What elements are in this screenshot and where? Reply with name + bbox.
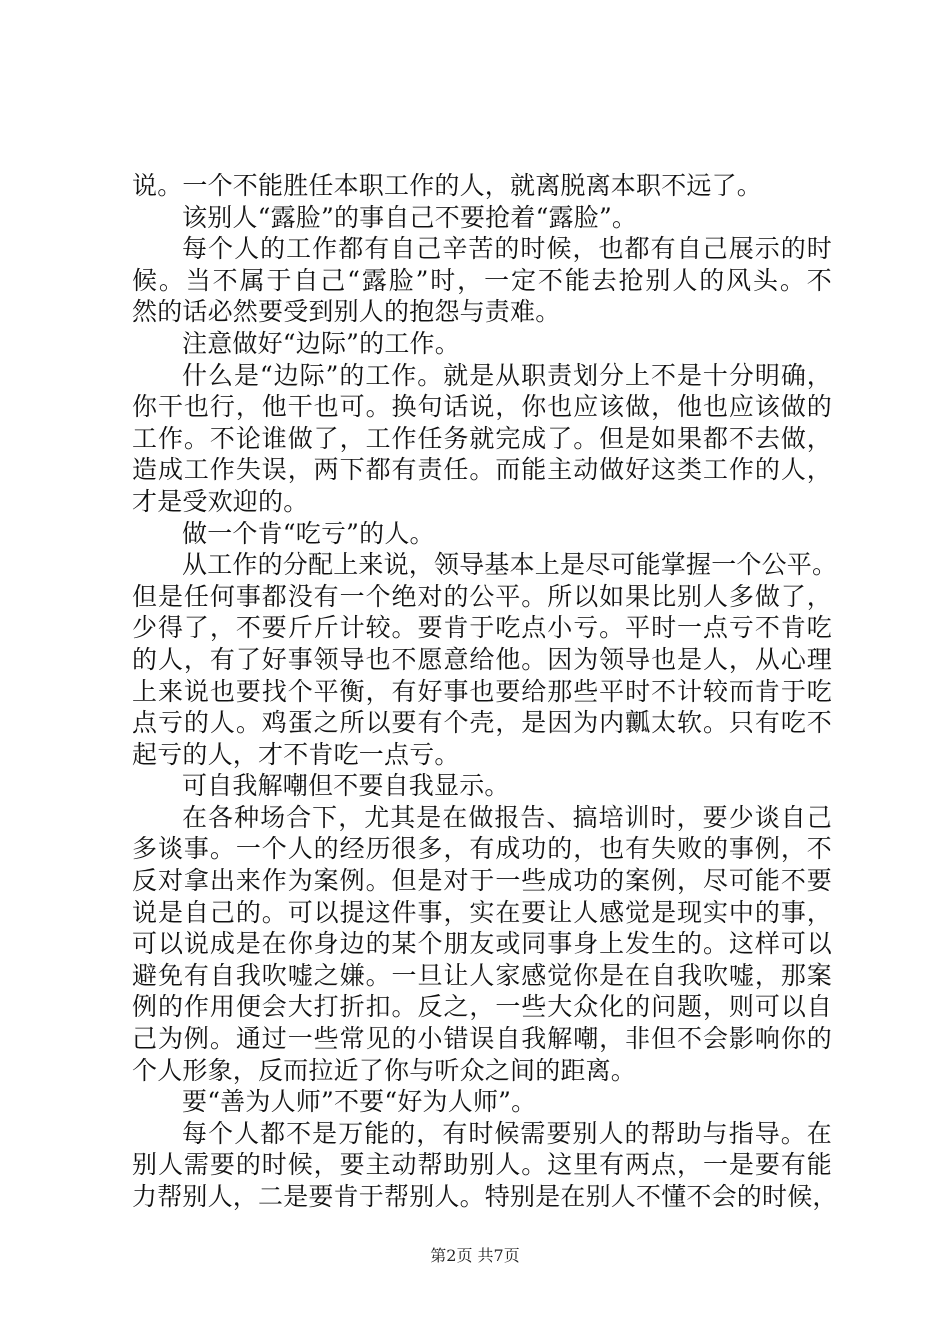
text-line: 起亏的人，才不肯吃一点亏。: [132, 739, 460, 769]
text-line: 别人需要的时候，要主动帮助别人。这里有两点，一是要有能: [132, 1150, 832, 1180]
text-line: 每个人都不是万能的，有时候需要别人的帮助与指导。在: [182, 1118, 832, 1148]
page-footer: [0, 1246, 950, 1266]
document-body: [132, 170, 838, 1213]
text-line: 避免有自我吹嘘之嫌。一旦让人家感觉你是在自我吹嘘，那案: [132, 960, 832, 990]
text-line: 你干也行，他干也可。换句话说，你也应该做，他也应该做的: [132, 392, 832, 422]
text-line: 的人，有了好事领导也不愿意给他。因为领导也是人，从心理: [132, 644, 832, 674]
text-line: 才是受欢迎的。: [132, 486, 309, 516]
text-line: 工作。不论谁做了，工作任务就完成了。但是如果都不去做，: [132, 423, 832, 453]
text-line: 多谈事。一个人的经历很多，有成功的，也有失败的事例，不: [132, 834, 832, 864]
section-heading: 注意做好“边际”的工作。: [182, 328, 460, 358]
section-heading: 可自我解嘲但不要自我显示。: [182, 771, 510, 801]
text-line: 然的话必然要受到别人的抱怨与责难。: [132, 297, 561, 327]
section-heading: 要“善为人师”不要“好为人师”。: [182, 1087, 537, 1117]
text-line: 每个人的工作都有自己辛苦的时候，也都有自己展示的时: [182, 234, 832, 264]
text-line: 力帮别人，二是要肯于帮别人。特别是在别人不懂不会的时候，: [132, 1182, 838, 1211]
text-line: 但是任何事都没有一个绝对的公平。所以如果比别人多做了，: [132, 581, 832, 611]
text-line: 说是自己的。可以提这件事，实在要让人感觉是现实中的事，: [132, 897, 832, 927]
text-line: 说。一个不能胜任本职工作的人，就离脱离本职不远了。: [132, 171, 763, 200]
text-line: 个人形象，反而拉近了你与听众之间的距离。: [132, 1055, 637, 1085]
text-line: 己为例。通过一些常见的小错误自我解嘲，非但不会影响你的: [132, 1024, 832, 1054]
text-line: 上来说也要找个平衡，有好事也要给那些平时不计较而肯于吃: [132, 676, 832, 706]
text-line: 造成工作失误，两下都有责任。而能主动做好这类工作的人，: [132, 455, 832, 485]
text-line: 什么是“边际”的工作。就是从职责划分上不是十分明确，: [182, 360, 832, 390]
page-number: 第2页 共7页: [430, 1246, 520, 1265]
section-heading: 该别人“露脸”的事自己不要抢着“露脸”。: [182, 202, 638, 232]
text-line: 反对拿出来作为案例。但是对于一些成功的案例，尽可能不要: [132, 866, 832, 896]
text-line: 例的作用便会大打折扣。反之，一些大众化的问题，则可以自: [132, 992, 832, 1022]
text-line: 从工作的分配上来说，领导基本上是尽可能掌握一个公平。: [182, 550, 838, 580]
text-line: 少得了，不要斤斤计较。要肯于吃点小亏。平时一点亏不肯吃: [132, 613, 832, 643]
text-line: 可以说成是在你身边的某个朋友或同事身上发生的。这样可以: [132, 929, 832, 959]
text-line: 候。当不属于自己“露脸”时，一定不能去抢别人的风头。不: [132, 265, 832, 295]
text-line: 点亏的人。鸡蛋之所以要有个壳，是因为内瓤太软。只有吃不: [132, 708, 832, 738]
text-line: 在各种场合下，尤其是在做报告、搞培训时，要少谈自己: [182, 802, 832, 832]
section-heading: 做一个肯“吃亏”的人。: [182, 518, 435, 548]
